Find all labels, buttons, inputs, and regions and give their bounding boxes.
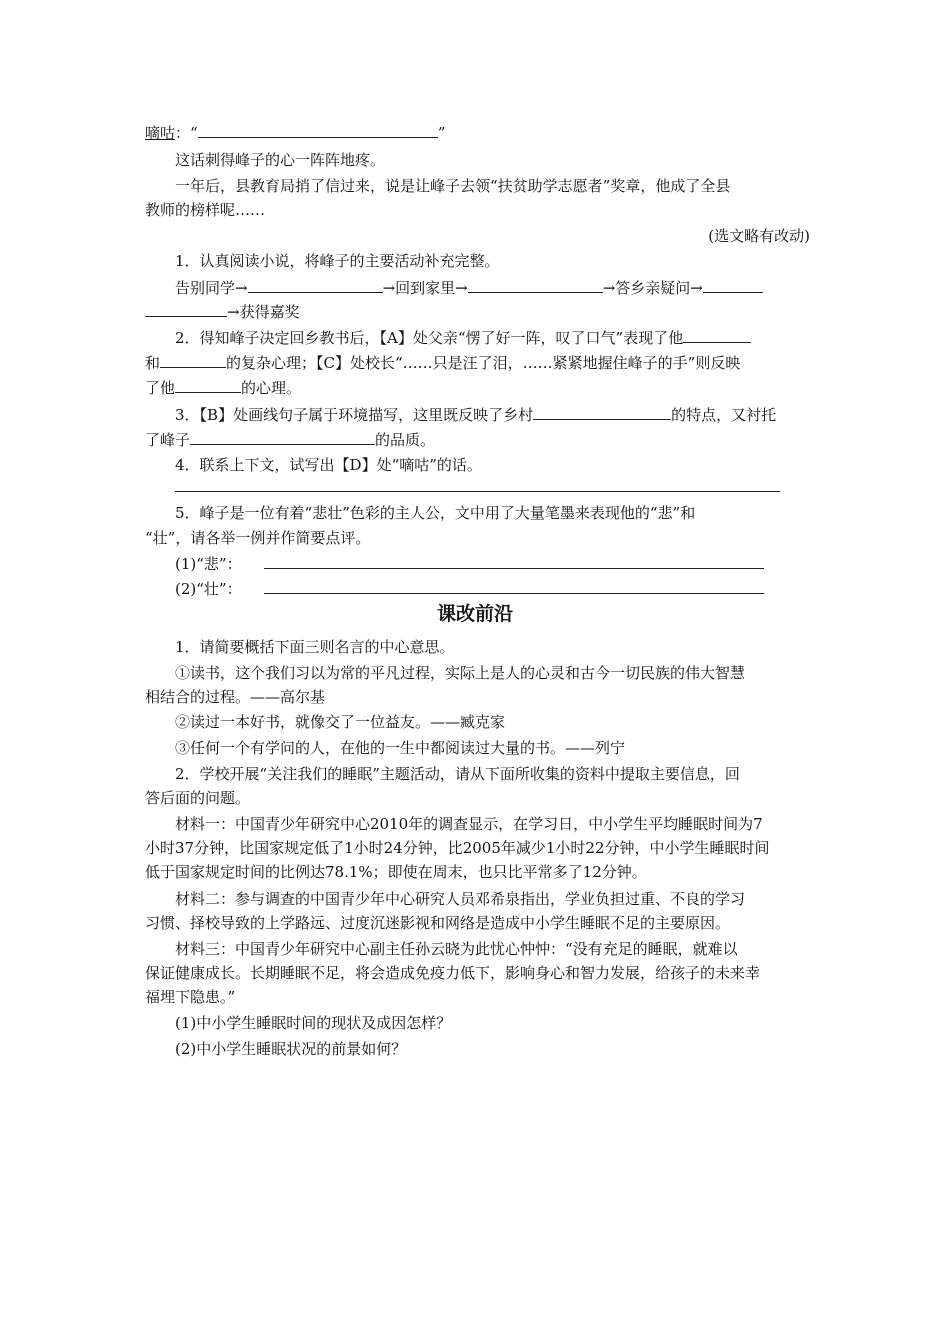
digu-label: 嘀咕 (145, 124, 176, 142)
question-1: 1．认真阅读小说，将峰子的主要活动补充完整。 (175, 252, 500, 270)
question-1-chain-end (145, 301, 810, 322)
question-3 (175, 404, 810, 425)
question-5-sub-1 (175, 553, 810, 574)
answer-blank[interactable] (248, 277, 383, 293)
question-4: 4．联系上下文，试写出【D】处“嘀咕”的话。 (175, 456, 482, 474)
question-text: 3．【B】处画线句子属于环境描写，这里既反映了乡村 (175, 406, 534, 424)
question-text: 的复杂心理；【C】处校长“……只是汪了泪，……紧紧地握住峰子的手”则反映 (226, 354, 741, 372)
quote-3: ③任何一个有学问的人，在他的一生中都阅读过大量的书。——列宁 (175, 739, 626, 757)
material-3-cont: 福埋下隐患。” (145, 988, 236, 1006)
passage-line: 这话刺得峰子的心一阵阵地疼。 (175, 151, 386, 169)
question-text: 2．得知峰子决定回乡教书后，【A】处父亲“愣了好一阵，叹了口气”表现了他 (175, 329, 684, 347)
answer-blank[interactable] (160, 352, 226, 368)
question-5: 5．峰子是一位有着“悲壮”色彩的主人公，文中用了大量笔墨来表现他的“悲”和 (175, 504, 696, 522)
question-text: 的心理。 (241, 379, 302, 397)
answer-blank[interactable] (468, 277, 603, 293)
answer-blank[interactable] (145, 301, 227, 317)
material-2: 材料二：参与调查的中国青少年中心研究人员邓希泉指出，学业负担过重、不良的学习 (175, 890, 746, 908)
frontier-question-2-cont: 答后面的问题。 (145, 789, 251, 807)
frontier-question-1: 1．请简要概括下面三则名言的中心意思。 (175, 638, 455, 656)
chain-step: →获得嘉奖 (227, 303, 300, 321)
sub-question-2: (2)中小学生睡眠状况的前景如何？ (175, 1040, 407, 1058)
question-2-line2 (145, 352, 810, 373)
material-3-cont: 保证健康成长。长期睡眠不足，将会造成免疫力低下，影响身心和智力发展，给孩子的未来幸 (145, 964, 761, 982)
section-title: 课改前沿 (436, 603, 513, 625)
passage-line: 教师的榜样呢…… (145, 201, 266, 219)
quote-1-cont: 相结合的过程。——高尔基 (145, 688, 326, 706)
answer-blank[interactable] (533, 404, 671, 420)
frontier-question-2: 2．学校开展“关注我们的睡眠”主题活动，请从下面所收集的资料中提取主要信息，回 (175, 765, 740, 783)
material-1: 材料一：中国青少年研究中心2010年的调查显示，在学习日，中小学生平均睡眠时间为7 (175, 815, 763, 833)
question-text: 的特点，又衬托 (671, 406, 777, 424)
chain-step: 告别同学→ (175, 279, 248, 297)
chain-step: →回到家里→ (382, 279, 468, 297)
answer-blank[interactable] (175, 377, 241, 393)
material-2-cont: 习惯、择校导致的上学路远、过度沉迷影视和网络是造成中小学生睡眠不足的主要原因。 (145, 914, 731, 932)
question-5-sub-2 (175, 578, 810, 599)
sub-question-1: (1)中小学生睡眠时间的现状及成因怎样？ (175, 1014, 452, 1032)
answer-blank[interactable] (190, 429, 375, 445)
answer-blank[interactable] (264, 578, 764, 594)
answer-blank[interactable] (264, 553, 764, 569)
question-text: 了峰子 (145, 431, 191, 449)
material-3: 材料三：中国青少年研究中心副主任孙云晓为此忧心忡忡：“没有充足的睡眠，就难以 (175, 940, 738, 958)
material-1-cont: 低于国家规定时间的比例达78.1%；即使在周末，也只比平常多了12分钟。 (145, 863, 647, 881)
quote-1: ①读书，这个我们习以为常的平凡过程，实际上是人的心灵和古今一切民族的伟大智慧 (175, 664, 746, 682)
question-3-line2 (145, 429, 810, 450)
question-text: 了他 (145, 379, 176, 397)
question-2 (175, 327, 810, 348)
answer-blank[interactable] (703, 277, 763, 293)
material-1-cont: 小时37分钟，比国家规定低了1小时24分钟，比2005年减少1小时22分钟，中小学生睡眠时间 (145, 839, 770, 857)
chain-step: →答乡亲疑问→ (602, 279, 703, 297)
passage-line-digu (145, 122, 810, 143)
answer-blank[interactable] (175, 476, 780, 492)
question-5-line2: “壮”，请各举一例并作简要点评。 (145, 529, 371, 547)
question-text: 的品质。 (375, 431, 436, 449)
digu-quote-close: ” (437, 124, 446, 142)
question-text: 和 (145, 354, 161, 372)
question-1-chain (175, 277, 810, 298)
quote-2: ②读过一本好书，就像交了一位益友。——臧克家 (175, 713, 506, 731)
answer-blank-digu[interactable] (198, 122, 438, 138)
source-note: (选文略有改动) (708, 227, 810, 245)
answer-blank[interactable] (683, 327, 751, 343)
question-text: (1)“悲”： (175, 555, 242, 573)
digu-quote-open: ：“ (175, 124, 198, 142)
passage-line: 一年后，县教育局捎了信过来，说是让峰子去领“扶贫助学志愿者”奖章，他成了全县 (175, 177, 731, 195)
question-2-line3 (145, 377, 810, 398)
question-text: (2)“壮”： (175, 580, 242, 598)
question-4-answer-line (175, 476, 810, 497)
